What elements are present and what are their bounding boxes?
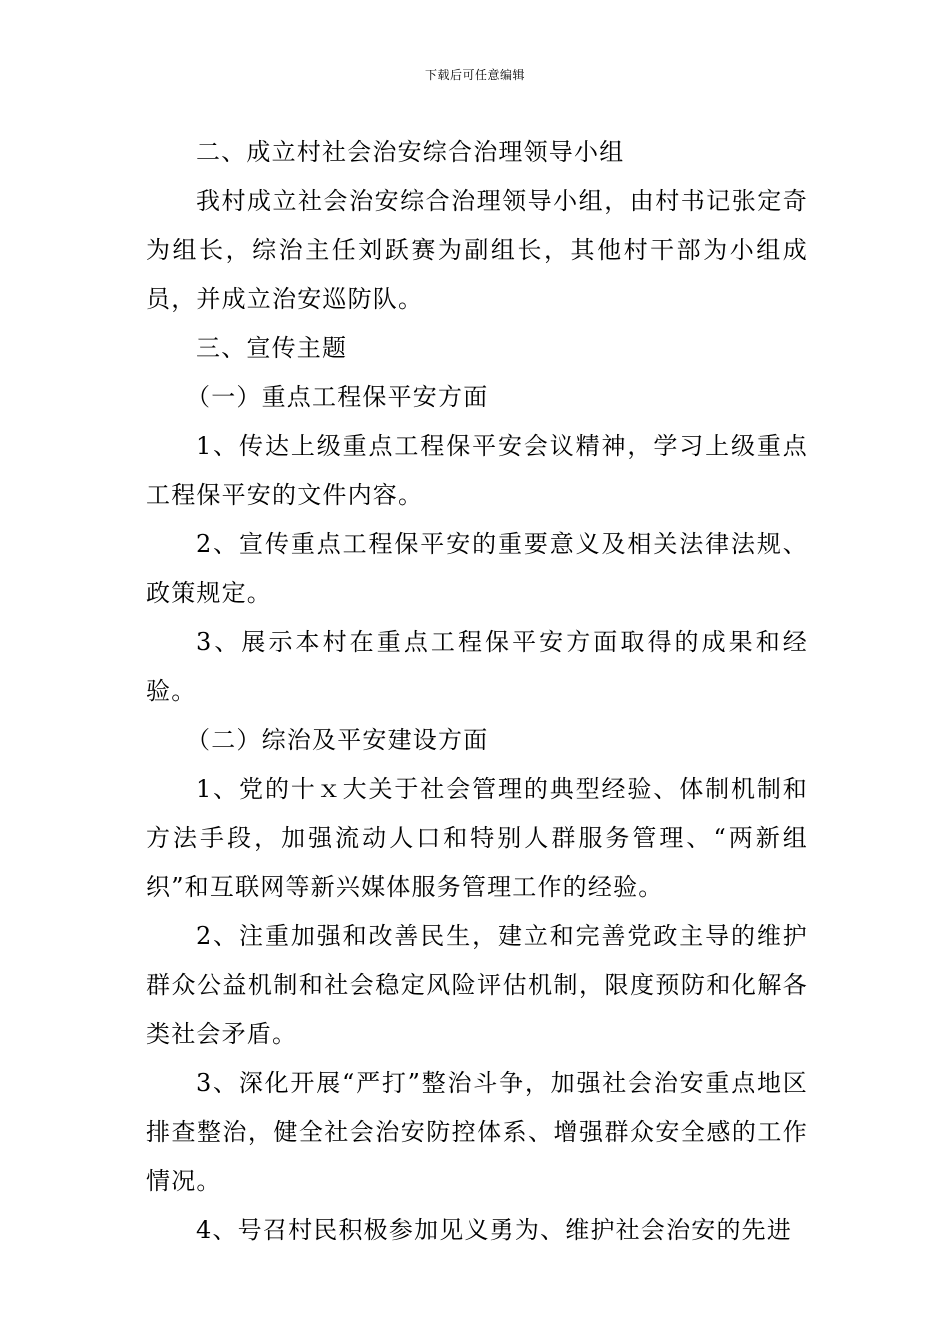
list-item-2-4: 4、号召村民积极参加见义勇为、维护社会治安的先进 [196,1216,793,1244]
section-heading-3: 三、宣传主题 [196,334,348,362]
list-item-2-3: 3、深化开展“严打”整治斗争，加强社会治安重点地区排查整治，健全社会治安防控体系、增强群众安全感的工作情况。 [146,1069,808,1195]
subsection-heading-1: （一）重点工程保平安方面 [186,383,489,411]
list-item-1-3: 3、展示本村在重点工程保平安方面取得的成果和经验。 [146,628,808,705]
section-heading-2: 二、成立村社会治安综合治理领导小组 [196,138,625,166]
document-body [146,128,808,1255]
list-item-2-1: 1、党的十ｘ大关于社会管理的典型经验、体制机制和方法手段，加强流动人口和特别人群服务管理、“两新组织”和互联网等新兴媒体服务管理工作的经验。 [146,775,808,901]
list-item-1-2: 2、宣传重点工程保平安的重要意义及相关法律法规、政策规定。 [146,530,808,607]
subsection-heading-2: （二）综治及平安建设方面 [186,726,489,754]
header-note: 下载后可任意编辑 [424,68,525,82]
list-item-1-1: 1、传达上级重点工程保平安会议精神，学习上级重点工程保平安的文件内容。 [146,432,808,509]
paragraph-leadership-group: 我村成立社会治安综合治理领导小组，由村书记张定奇为组长，综治主任刘跃赛为副组长，其他村干部为小组成员，并成立治安巡防队。 [146,187,808,313]
list-item-2-2: 2、注重加强和改善民生，建立和完善党政主导的维护群众公益机制和社会稳定风险评估机制，限度预防和化解各类社会矛盾。 [146,922,808,1048]
